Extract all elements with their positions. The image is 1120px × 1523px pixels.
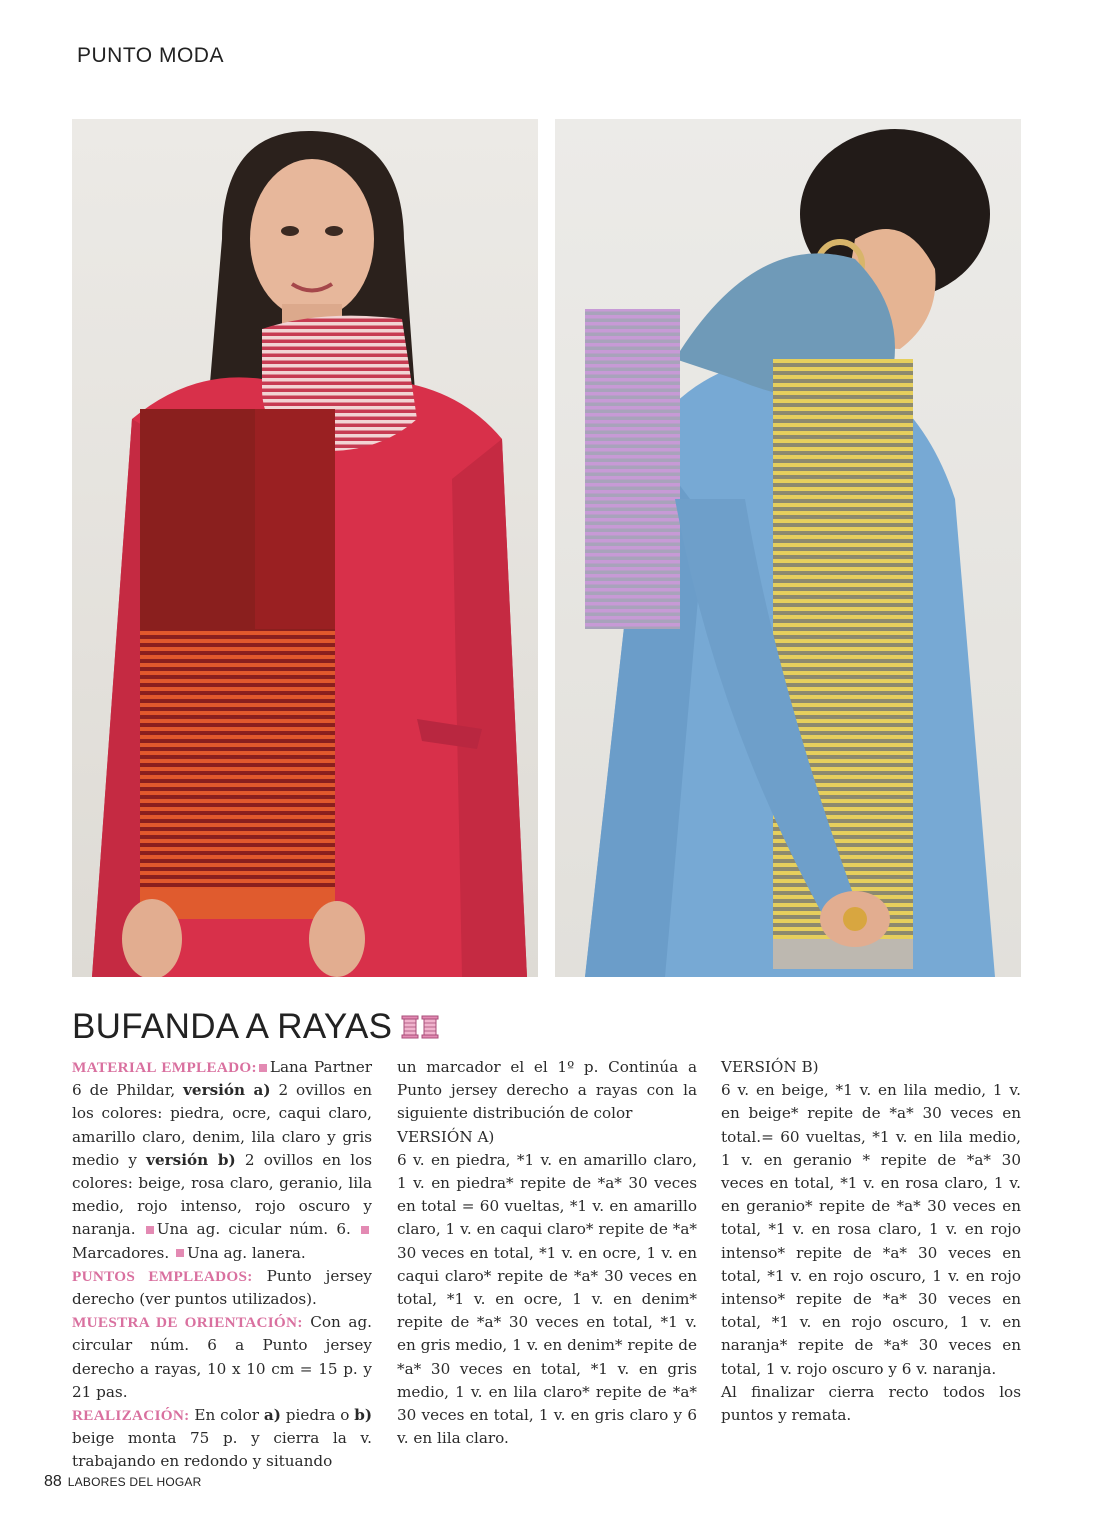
puntos-label: PUNTOS EMPLEADOS: bbox=[72, 1267, 253, 1285]
puntos-paragraph bbox=[72, 1265, 372, 1311]
material-text-2: 2 ovillos en los colores: piedra, ocre, caqui claro, amarillo claro, denim, lila claro y gris medio y bbox=[72, 1081, 372, 1169]
material-text-6: Una ag. lanera. bbox=[187, 1243, 306, 1262]
material-text-4: Una ag. cicular núm. 6. bbox=[156, 1220, 351, 1239]
page-number: 88 bbox=[44, 1473, 62, 1490]
realizacion-text-1: En color bbox=[194, 1406, 260, 1425]
realizacion-b: b) bbox=[354, 1406, 373, 1425]
muestra-paragraph bbox=[72, 1311, 372, 1404]
version-a-label: versión a) bbox=[183, 1081, 271, 1100]
column-2 bbox=[397, 1056, 697, 1450]
col2-intro: un marcador el el 1º p. Continúa a Punto jersey derecho a rayas con la siguiente distribución de color bbox=[397, 1058, 697, 1123]
version-a-heading: VERSIÓN A) bbox=[397, 1127, 495, 1146]
column-1 bbox=[72, 1056, 372, 1474]
puntos-text: (ver puntos utilizados). bbox=[139, 1290, 317, 1309]
muestra-label: MUESTRA DE ORIENTACIÓN: bbox=[72, 1314, 303, 1332]
bullet-square-icon bbox=[361, 1226, 369, 1234]
material-paragraph bbox=[72, 1056, 372, 1265]
realizacion-a: a) bbox=[263, 1406, 281, 1425]
material-text-1: Lana Partner 6 de Phildar, bbox=[72, 1058, 372, 1100]
material-text-5: Marcadores. bbox=[72, 1243, 170, 1262]
bullet-square-icon bbox=[176, 1249, 184, 1257]
photo-blue-scarf bbox=[555, 119, 1021, 977]
realizacion-label: REALIZACIÓN: bbox=[72, 1407, 190, 1425]
article-title bbox=[72, 1007, 442, 1047]
section-label: PUNTO MODA bbox=[77, 44, 224, 67]
finishing-instructions: Al finalizar cierra recto todos los puntos y remata. bbox=[721, 1382, 1021, 1425]
muestra-text: Con ag. circular núm. 6 a Punto jersey derecho a rayas, 10 x 10 cm = 15 p. y 21 pas. bbox=[72, 1313, 372, 1401]
page-footer bbox=[44, 1473, 201, 1491]
material-text-3: 2 ovillos en los colores: beige, rosa claro, geranio, lila medio, rojo intenso, rojo oscuro y naranja. bbox=[72, 1150, 373, 1239]
version-b-instructions: 6 v. en beige, *1 v. en lila medio, 1 v. en beige* repite de *a* 30 veces en total.= 60 vueltas, *1 v. en lila medio, 1 v. en geranio * repite de *a* 30 veces en total, *1 v. en rosa claro, 1 v. en geranio* repite de *a* 30 veces en total, *1 v. en rosa claro, 1 v. en rojo intenso* repite de *a* 30 veces en total, *1 v. en rojo oscuro, 1 v. en rojo intenso* repite de *a* 30 veces en total, *1 v. en rojo oscuro, 1 v. en naranja* repite de *a* 30 veces en total, 1 v. rojo oscuro y 6 v. naranja. bbox=[721, 1081, 1021, 1378]
column-3 bbox=[721, 1056, 1021, 1427]
bullet-square-icon bbox=[146, 1226, 154, 1234]
material-label: MATERIAL EMPLEADO: bbox=[72, 1059, 257, 1076]
version-b-label: versión b) bbox=[146, 1150, 236, 1169]
photo-red-scarf-illustration bbox=[72, 119, 538, 977]
puntos-bold: Punto jersey derecho bbox=[72, 1266, 372, 1309]
photo-red-scarf bbox=[72, 119, 538, 977]
version-a-instructions: 6 v. en piedra, *1 v. en amarillo claro, 1 v. en piedra* repite de *a* 30 veces en total = 60 vueltas, *1 v. en amarillo claro, 1 v. en caqui claro* repite de *a* 30 veces en total, *1 v. en ocre, 1 v. en caqui claro* repite de *a* 30 veces en total, *1 v. en ocre, 1 v. en denim* repite de *a* 30 veces en total, *1 v. en gris medio, 1 v. en denim* repite de *a* 30 veces en total, *1 v. en gris medio, 1 v. en lila claro* repite de *a* 30 veces en total, 1 v. en gris claro y 6 v. en lila claro. bbox=[397, 1150, 697, 1448]
realizacion-text-2: piedra o bbox=[285, 1406, 350, 1425]
spool-icon bbox=[400, 1015, 442, 1039]
version-b-heading: VERSIÓN B) bbox=[721, 1058, 819, 1076]
magazine-name: LABORES DEL HOGAR bbox=[67, 1475, 202, 1489]
realizacion-text-3: beige monta 75 p. y cierra la v. trabajando en redondo y situando bbox=[72, 1429, 372, 1471]
realizacion-paragraph bbox=[72, 1404, 372, 1474]
article-title-text: BUFANDA A RAYAS bbox=[72, 1007, 393, 1046]
bullet-square-icon bbox=[259, 1064, 267, 1072]
photo-blue-scarf-illustration bbox=[555, 119, 1021, 977]
